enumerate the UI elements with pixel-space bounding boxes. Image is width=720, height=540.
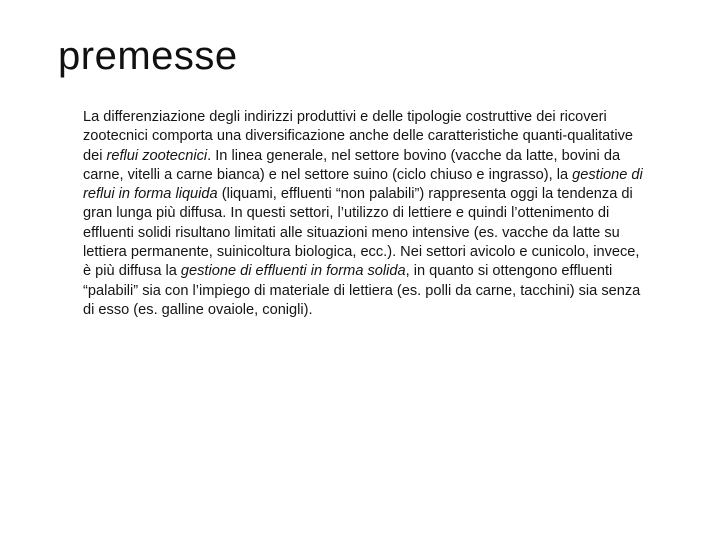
paragraph-emphasis: reflui zootecnici [106,147,208,164]
body-paragraph [83,108,649,320]
paragraph-emphasis: gestione di reflui in forma liquida [83,166,643,203]
slide-title: premesse [58,34,238,78]
paragraph-emphasis: gestione di effluenti in forma solida [180,263,406,280]
paragraph-segment: La differenziazione degli indirizzi produttivi e delle tipologie costruttive dei ricoveri zootecnici comporta una diversificazione anche delle caratteristiche quanti-qualitative dei [83,109,634,164]
paragraph-segment: , in quanto si ottengono effluenti “palabili” sia con l’impiego di materiale di lettiera (es. polli da carne, tacchini) sia senza di esso (es. galline ovaiole, conigli). [83,263,641,318]
paragraph-segment: (liquami, effluenti “non palabili”) rappresenta oggi la tendenza di gran lunga più diffusa. In questi settori, l’utilizzo di lettiere e quindi l’ottenimento di effluenti solidi risultano limitati alle situazioni meno intensive (es. vacche da latte su lettiera permanente, suinicoltura biologica, ecc.). Nei settori avicolo e cunicolo, invece, è più diffusa la [83,186,640,280]
paragraph-segment: . In linea generale, nel settore bovino (vacche da latte, bovini da carne, vitelli a carne bianca) e nel settore suino (ciclo chiuso e ingrasso), la [83,147,621,183]
